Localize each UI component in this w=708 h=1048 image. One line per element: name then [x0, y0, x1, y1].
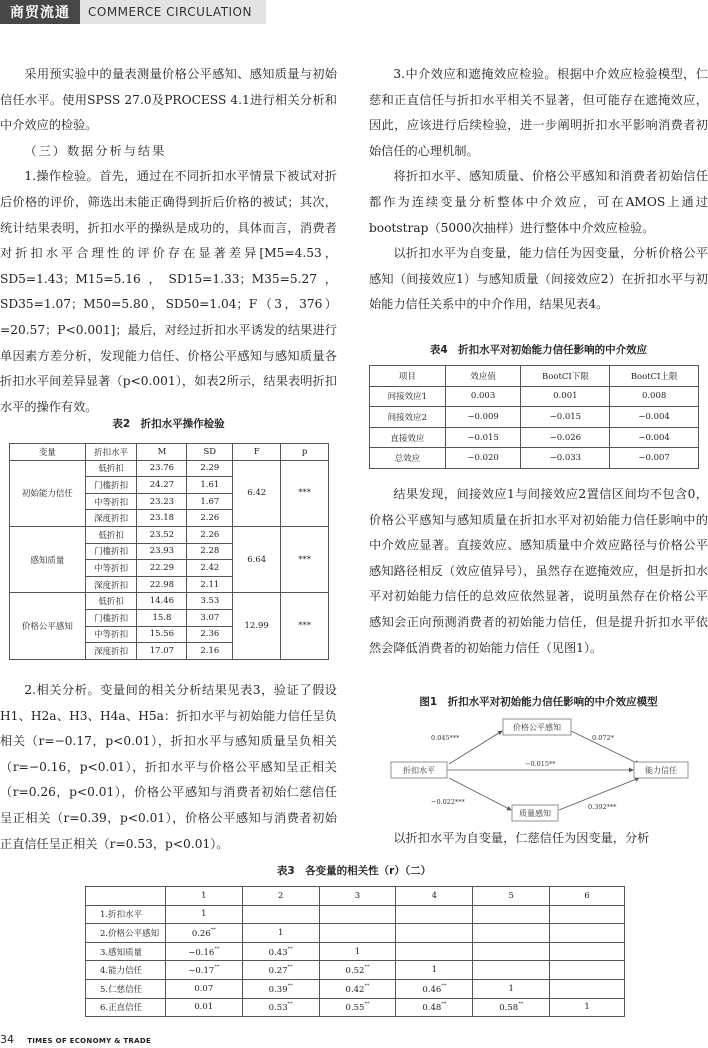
table-cell: 15.8 [137, 609, 187, 626]
table-cell: −0.009 [445, 407, 521, 428]
correlation-cell [165, 924, 242, 943]
variable-cell: 初始能力信任 [10, 460, 86, 526]
table-cell: 深度折扣 [85, 576, 137, 593]
row-label-cell: 1.折扣水平 [86, 905, 166, 924]
right-column [369, 62, 708, 318]
table-header-cell: 项目 [370, 366, 446, 387]
table-cell: 22.98 [137, 576, 187, 593]
table-row [10, 460, 329, 477]
table-row [86, 905, 625, 924]
table-header-row [10, 444, 329, 461]
paragraph: 采用预实验中的量表测量价格公平感知、感知质量与初始信任水平。使用SPSS 27.0及PROCESS 4.1进行相关分析和中介效应的检验。 [0, 67, 337, 133]
variable-cell: 感知质量 [10, 526, 86, 592]
table-cell: 门槛折扣 [85, 543, 137, 560]
table-cell: 23.52 [137, 526, 187, 543]
table2 [9, 443, 329, 660]
table-cell: 0.003 [445, 386, 521, 407]
correlation-cell [396, 942, 473, 961]
table-cell: 总效应 [370, 448, 446, 469]
correlation-cell [550, 924, 625, 943]
correlation-cell [550, 942, 625, 961]
table-header-cell: BootCI下限 [521, 366, 610, 387]
f-value-cell: 6.64 [233, 526, 281, 592]
table-cell: 23.23 [137, 493, 187, 510]
table-cell: 23.18 [137, 510, 187, 527]
p-value-cell: *** [281, 593, 329, 659]
table-cell: 23.93 [137, 543, 187, 560]
correlation-value: 0.55 [345, 1003, 365, 1014]
correlation-cell [165, 998, 242, 1017]
coef-m2-dv: 0.392*** [588, 803, 617, 811]
correlation-value: 1 [277, 927, 284, 938]
table-header-cell: 变量 [10, 444, 86, 461]
correlation-value: 0.43 [268, 947, 288, 958]
table-cell: 1.67 [187, 493, 233, 510]
correlation-value: 0.07 [194, 983, 214, 994]
table-cell: 中等折扣 [85, 626, 137, 643]
table-header-cell: 3 [319, 887, 396, 906]
table4-caption: 表4 折扣水平对初始能力信任影响的中介效应 [429, 344, 648, 356]
table-cell: 低折扣 [85, 593, 137, 610]
table-row [86, 924, 625, 943]
magazine-name: TIMES OF ECONOMY & TRADE [27, 1037, 152, 1045]
table-cell: 直接效应 [370, 427, 446, 448]
significance-mark: ** [364, 982, 370, 989]
table-cell: 3.53 [187, 593, 233, 610]
correlation-value: 1 [201, 909, 207, 920]
row-label-cell: 2.价格公平感知 [86, 924, 166, 943]
table-cell: 2.29 [187, 460, 233, 477]
p-value-cell: *** [281, 460, 329, 526]
table-cell: −0.026 [521, 427, 610, 448]
correlation-cell [319, 924, 396, 943]
table-header-cell: 6 [550, 887, 625, 906]
table-cell: −0.020 [445, 448, 521, 469]
section-heading: （三）数据分析与结果 [24, 143, 167, 158]
table-cell: 深度折扣 [85, 510, 137, 527]
table-cell: 0.001 [521, 386, 610, 407]
correlation-cell [242, 905, 319, 924]
right-column-lower [369, 826, 708, 852]
table3-caption: 表3 各变量的相关性（r）（二） [276, 865, 432, 877]
correlation-value: −0.17 [188, 966, 215, 977]
table-cell: 门槛折扣 [85, 477, 137, 494]
table-cell: 2.26 [187, 526, 233, 543]
paragraph: 1.操作检验。首先，通过在不同折扣水平情景下被试对折后价格的评价，筛选出未能正确得到折后价格的被试；其次，统计结果表明，折扣水平的操纵是成功的，具体而言，消费者对折扣水平合理性的评价存在显著差异[M5=4.53，SD5=1.43；M15=5.16，SD15=1.33；M35=5.27，SD35=1.07；M50=5.80，SD50=1.04；F（3，376）=20.57；P<0.001]；最后，对经过折扣水平诱发的结果进行单因素方差分析，发现能力信任、价格公平感知与感知质量各折扣水平间差异显著（p<0.001），如表2所示，结果表明折扣水平的操作有效。 [0, 169, 337, 414]
table-cell: 22.29 [137, 560, 187, 577]
correlation-cell [165, 905, 242, 924]
coef-m1-dv: 0.072* [592, 734, 614, 742]
table-cell: 15.56 [137, 626, 187, 643]
significance-mark: ** [214, 945, 220, 952]
table-cell: 低折扣 [85, 526, 137, 543]
correlation-cell [319, 998, 396, 1017]
mediation-diagram [369, 712, 708, 827]
paragraph: 以折扣水平为自变量，能力信任为因变量，分析价格公平感知（间接效应1）与感知质量（间接效应2）在折扣水平与初始能力信任关系中的中介作用，结果见表4。 [369, 246, 708, 312]
table-cell: 1.61 [187, 477, 233, 494]
variable-cell: 价格公平感知 [10, 593, 86, 659]
table3 [85, 886, 625, 1017]
significance-mark: ** [441, 982, 447, 989]
correlation-cell [242, 924, 319, 943]
table-header-row [86, 887, 625, 906]
table-cell: −0.033 [521, 448, 610, 469]
correlation-value: 0.52 [345, 966, 365, 977]
correlation-cell [473, 961, 550, 980]
correlation-cell [319, 961, 396, 980]
correlation-cell [242, 942, 319, 961]
correlation-value: 1 [584, 1002, 590, 1013]
page-footer [0, 1033, 151, 1046]
correlation-cell [473, 924, 550, 943]
correlation-value: −0.16 [188, 947, 215, 958]
table-cell: 24.27 [137, 477, 187, 494]
correlation-cell [165, 961, 242, 980]
correlation-value: 0.42 [345, 984, 365, 995]
significance-mark: ** [287, 964, 293, 971]
table-header-cell: 5 [473, 887, 550, 906]
table-cell: 2.28 [187, 543, 233, 560]
page-number: 34 [0, 1033, 14, 1046]
coef-iv-m1: 0.045*** [431, 734, 460, 742]
table-header-cell: p [281, 444, 329, 461]
significance-mark: ** [518, 1001, 524, 1008]
significance-mark: ** [441, 1001, 447, 1008]
table2-caption: 表2 折扣水平操作检验 [112, 418, 225, 430]
table-cell: 间接效应2 [370, 407, 446, 428]
f-value-cell: 6.42 [233, 460, 281, 526]
table4 [369, 365, 699, 469]
row-label-cell: 5.仁慈信任 [86, 979, 166, 998]
journal-name-cn: 商贸流通 [0, 0, 80, 24]
correlation-cell [165, 942, 242, 961]
table-cell: 中等折扣 [85, 493, 137, 510]
row-label-cell: 6.正直信任 [86, 998, 166, 1017]
table-header-cell [86, 887, 166, 906]
table-header-cell: 折扣水平 [85, 444, 137, 461]
table-row [370, 448, 699, 469]
node-dv: 能力信任 [645, 766, 677, 775]
significance-mark: ** [364, 964, 370, 971]
table-header-row [370, 366, 699, 387]
correlation-cell [550, 979, 625, 998]
correlation-value: 0.26 [191, 928, 211, 939]
correlation-cell [396, 979, 473, 998]
correlation-value: 0.53 [268, 1003, 288, 1014]
coef-iv-m2: −0.022*** [431, 798, 465, 806]
table-header-cell: 1 [165, 887, 242, 906]
table-row [10, 526, 329, 543]
significance-mark: ** [287, 982, 293, 989]
node-m2: 质量感知 [519, 809, 551, 818]
table-cell: −0.015 [521, 407, 610, 428]
table-cell: 2.26 [187, 510, 233, 527]
table-row [370, 407, 699, 428]
row-label-cell: 4.能力信任 [86, 961, 166, 980]
paragraph: 结果发现，间接效应1与间接效应2置信区间均不包含0，价格公平感知与感知质量在折扣水平对初始能力信任影响中的中介效应显著。直接效应、感知质量中介效应路径与价格公平感知路径相反（效应值异号），虽然存在遮掩效应，但是折扣水平对初始能力信任的总效应依然显著，说明虽然存在价格公平感知会正向预测消费者的初始能力信任，但是提升折扣水平依然会降低消费者的初始能力信任（见图1）。 [369, 487, 708, 655]
right-column-middle [369, 482, 708, 661]
significance-mark: ** [210, 926, 216, 933]
correlation-cell [242, 998, 319, 1017]
correlation-value: 0.58 [499, 1003, 519, 1014]
paragraph: 以折扣水平为自变量，仁慈信任为因变量，分析 [393, 831, 650, 845]
correlation-cell [319, 979, 396, 998]
correlation-cell [396, 961, 473, 980]
correlation-cell [319, 905, 396, 924]
journal-name-en: COMMERCE CIRCULATION [80, 0, 266, 24]
table-cell: 14.46 [137, 593, 187, 610]
correlation-cell [550, 998, 625, 1017]
table-cell: 2.36 [187, 626, 233, 643]
table-header-cell: 4 [396, 887, 473, 906]
correlation-cell [473, 942, 550, 961]
paragraph: 将折扣水平、感知质量、价格公平感知和消费者初始信任都作为连续变量分析整体中介效应，可在AMOS上通过bootstrap（5000次抽样）进行整体中介效应检验。 [369, 169, 708, 235]
table-cell: 2.42 [187, 560, 233, 577]
correlation-value: 0.48 [422, 1003, 442, 1014]
correlation-value: 1 [431, 965, 438, 976]
correlation-cell [473, 905, 550, 924]
correlation-value: 0.39 [268, 984, 288, 995]
table-cell: −0.004 [610, 427, 699, 448]
correlation-cell [242, 961, 319, 980]
table-header-cell: BootCI上限 [610, 366, 699, 387]
correlation-cell [473, 998, 550, 1017]
table-row [10, 593, 329, 610]
table-cell: 17.07 [137, 643, 187, 660]
correlation-cell [319, 942, 396, 961]
correlation-cell [396, 905, 473, 924]
table-cell: 0.008 [610, 386, 699, 407]
table-header-cell: F [233, 444, 281, 461]
correlation-cell [550, 905, 625, 924]
table-cell: 23.76 [137, 460, 187, 477]
p-value-cell: *** [281, 526, 329, 592]
correlation-cell [473, 979, 550, 998]
paragraph: 3.中介效应和遮掩效应检验。根据中介效应检验模型，仁慈和正直信任与折扣水平相关不显著，但可能存在遮掩效应，因此，应该进行后续检验，进一步阐明折扣水平影响消费者初始信任的心理机制。 [369, 67, 708, 158]
table-cell: 2.11 [187, 576, 233, 593]
table-header-cell: 2 [242, 887, 319, 906]
table-row [86, 979, 625, 998]
f-value-cell: 12.99 [233, 593, 281, 659]
significance-mark: ** [287, 945, 293, 952]
correlation-cell [242, 979, 319, 998]
correlation-cell [550, 961, 625, 980]
table-cell: 低折扣 [85, 460, 137, 477]
correlation-value: 0.01 [194, 1002, 214, 1013]
table-row [86, 998, 625, 1017]
table-header-cell: 效应值 [445, 366, 521, 387]
node-iv: 折扣水平 [403, 766, 435, 775]
table-cell: 门槛折扣 [85, 609, 137, 626]
left-column-lower [0, 678, 337, 857]
page-header [0, 0, 266, 24]
table-row [86, 942, 625, 961]
correlation-value: 1 [508, 983, 514, 994]
table-cell: 2.16 [187, 643, 233, 660]
table-cell: −0.007 [610, 448, 699, 469]
table-row [370, 427, 699, 448]
correlation-cell [165, 979, 242, 998]
figure1-caption: 图1 折扣水平对初始能力信任影响的中介效应模型 [419, 696, 658, 708]
table-cell: −0.004 [610, 407, 699, 428]
coef-iv-dv: −0.015** [525, 760, 556, 768]
table-cell: 中等折扣 [85, 560, 137, 577]
paragraph: 2.相关分析。变量间的相关分析结果见表3，验证了假设H1、H2a、H3、H4a、H5a：折扣水平与初始能力信任呈负相关（r=−0.17，p<0.01），折扣水平与感知质量呈负相关（r=−0.16，p<0.01），折扣水平与价格公平感知呈正相关（r=0.26，p<0.01），价格公平感知与消费者初始仁慈信任呈正相关（r=0.39，p<0.01），价格公平感知与消费者初始正直信任呈正相关（r=0.53，p<0.01）。 [0, 683, 337, 851]
node-m1: 价格公平感知 [513, 723, 561, 732]
correlation-value: 1 [354, 946, 361, 957]
table-cell: 3.07 [187, 609, 233, 626]
significance-mark: ** [287, 1001, 293, 1008]
table-row [370, 386, 699, 407]
table-cell: 间接效应1 [370, 386, 446, 407]
table-header-cell: SD [187, 444, 233, 461]
table-header-cell: M [137, 444, 187, 461]
table-cell: −0.015 [445, 427, 521, 448]
correlation-cell [396, 998, 473, 1017]
row-label-cell: 3.感知质量 [86, 942, 166, 961]
correlation-cell [396, 924, 473, 943]
correlation-value: 0.27 [268, 966, 288, 977]
left-column [0, 62, 337, 420]
table-cell: 深度折扣 [85, 643, 137, 660]
correlation-value: 0.46 [422, 984, 442, 995]
significance-mark: ** [214, 964, 220, 971]
significance-mark: ** [364, 1001, 370, 1008]
table-row [86, 961, 625, 980]
